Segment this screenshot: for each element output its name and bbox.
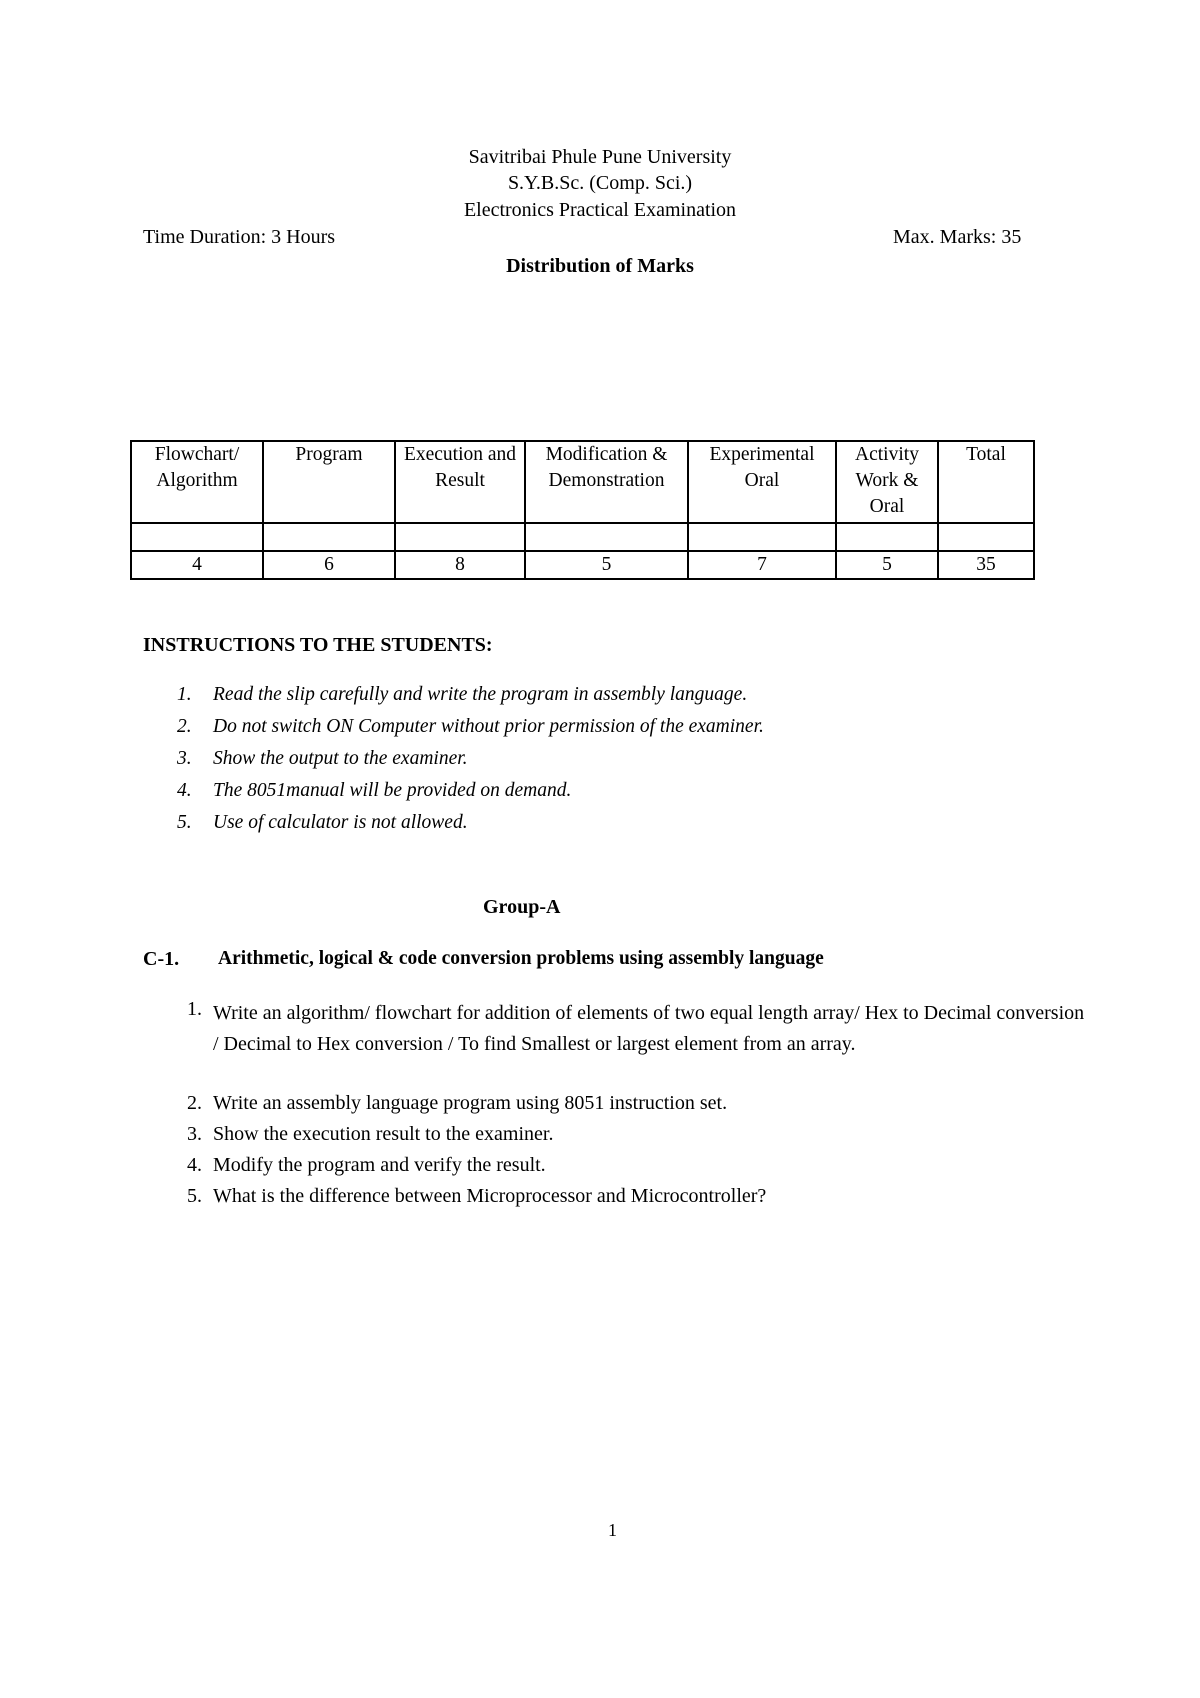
blank-cell (836, 523, 938, 551)
value-cell: 5 (525, 551, 688, 579)
blank-cell (263, 523, 395, 551)
list-item (177, 812, 764, 844)
header-cell: Flowchart/ Algorithm (131, 441, 263, 523)
header-cell: Execution and Result (395, 441, 525, 523)
item-number: 1. (177, 684, 192, 705)
list-item (177, 780, 764, 812)
table-blank-row (131, 523, 1034, 551)
value-cell: 8 (395, 551, 525, 579)
item-text: Read the slip carefully and write the program in assembly language. (213, 684, 748, 705)
group-code: C-1. (143, 948, 180, 970)
item-number: 2. (177, 716, 192, 737)
item-text: The 8051manual will be provided on demand. (213, 780, 572, 801)
item-text: What is the difference between Microprocessor and Microcontroller? (213, 1185, 767, 1207)
header-cell: Activity Work & Oral (836, 441, 938, 523)
group-title: Group-A (483, 896, 561, 918)
item-number: 2. (187, 1092, 202, 1114)
instructions-title: INSTRUCTIONS TO THE STUDENTS: (143, 634, 493, 656)
item-number: 3. (187, 1123, 202, 1145)
item-text: Show the execution result to the examiner. (213, 1123, 554, 1145)
value-cell: 6 (263, 551, 395, 579)
item-text: Use of calculator is not allowed. (213, 812, 468, 833)
value-cell: 35 (938, 551, 1034, 579)
time-duration: Time Duration: 3 Hours (143, 226, 336, 248)
list-item (177, 748, 764, 780)
questions-list (187, 998, 1085, 1216)
group-heading: Arithmetic, logical & code conversion problems using assembly language (218, 948, 824, 969)
list-item (187, 1154, 766, 1185)
item-number: 5. (177, 812, 192, 833)
table-values-row (131, 551, 1034, 579)
value-cell: 4 (131, 551, 263, 579)
table-header-row (131, 441, 1034, 523)
instructions-list (177, 684, 764, 844)
item-number: 4. (187, 1154, 202, 1176)
blank-cell (688, 523, 836, 551)
list-item (187, 998, 1085, 1092)
blank-cell (395, 523, 525, 551)
blank-cell (938, 523, 1034, 551)
item-number: 1. (187, 998, 202, 1020)
header-cell: Total (938, 441, 1034, 523)
page-number: 1 (608, 1520, 617, 1540)
item-text: Write an assembly language program using 8051 instruction set. (213, 1092, 728, 1114)
item-text: Modify the program and verify the result. (213, 1154, 546, 1176)
item-text: Show the output to the examiner. (213, 748, 468, 769)
marks-table (130, 440, 1035, 580)
list-item (187, 1185, 766, 1216)
header-cell: Experimental Oral (688, 441, 836, 523)
header-cell: Program (263, 441, 395, 523)
exam-title: Electronics Practical Examination (463, 199, 737, 221)
item-number: 4. (177, 780, 192, 801)
list-item (177, 716, 764, 748)
item-text: Do not switch ON Computer without prior permission of the examiner. (213, 716, 764, 737)
item-number: 5. (187, 1185, 202, 1207)
list-item (187, 1092, 766, 1123)
university-name: Savitribai Phule Pune University (468, 146, 732, 168)
list-item (187, 1123, 766, 1154)
blank-cell (131, 523, 263, 551)
value-cell: 5 (836, 551, 938, 579)
list-item (177, 684, 764, 716)
item-number: 3. (177, 748, 192, 769)
header-cell: Modification & Demonstration (525, 441, 688, 523)
course-name: S.Y.B.Sc. (Comp. Sci.) (507, 172, 693, 194)
blank-cell (525, 523, 688, 551)
item-text: Write an algorithm/ flowchart for addition of elements of two equal length array/ Hex to Decimal conversion / Decimal to Hex conversion / To find Smallest or largest element from an array. (213, 1002, 1085, 1055)
value-cell: 7 (688, 551, 836, 579)
max-marks: Max. Marks: 35 (893, 226, 1022, 248)
section-title: Distribution of Marks (506, 255, 694, 277)
